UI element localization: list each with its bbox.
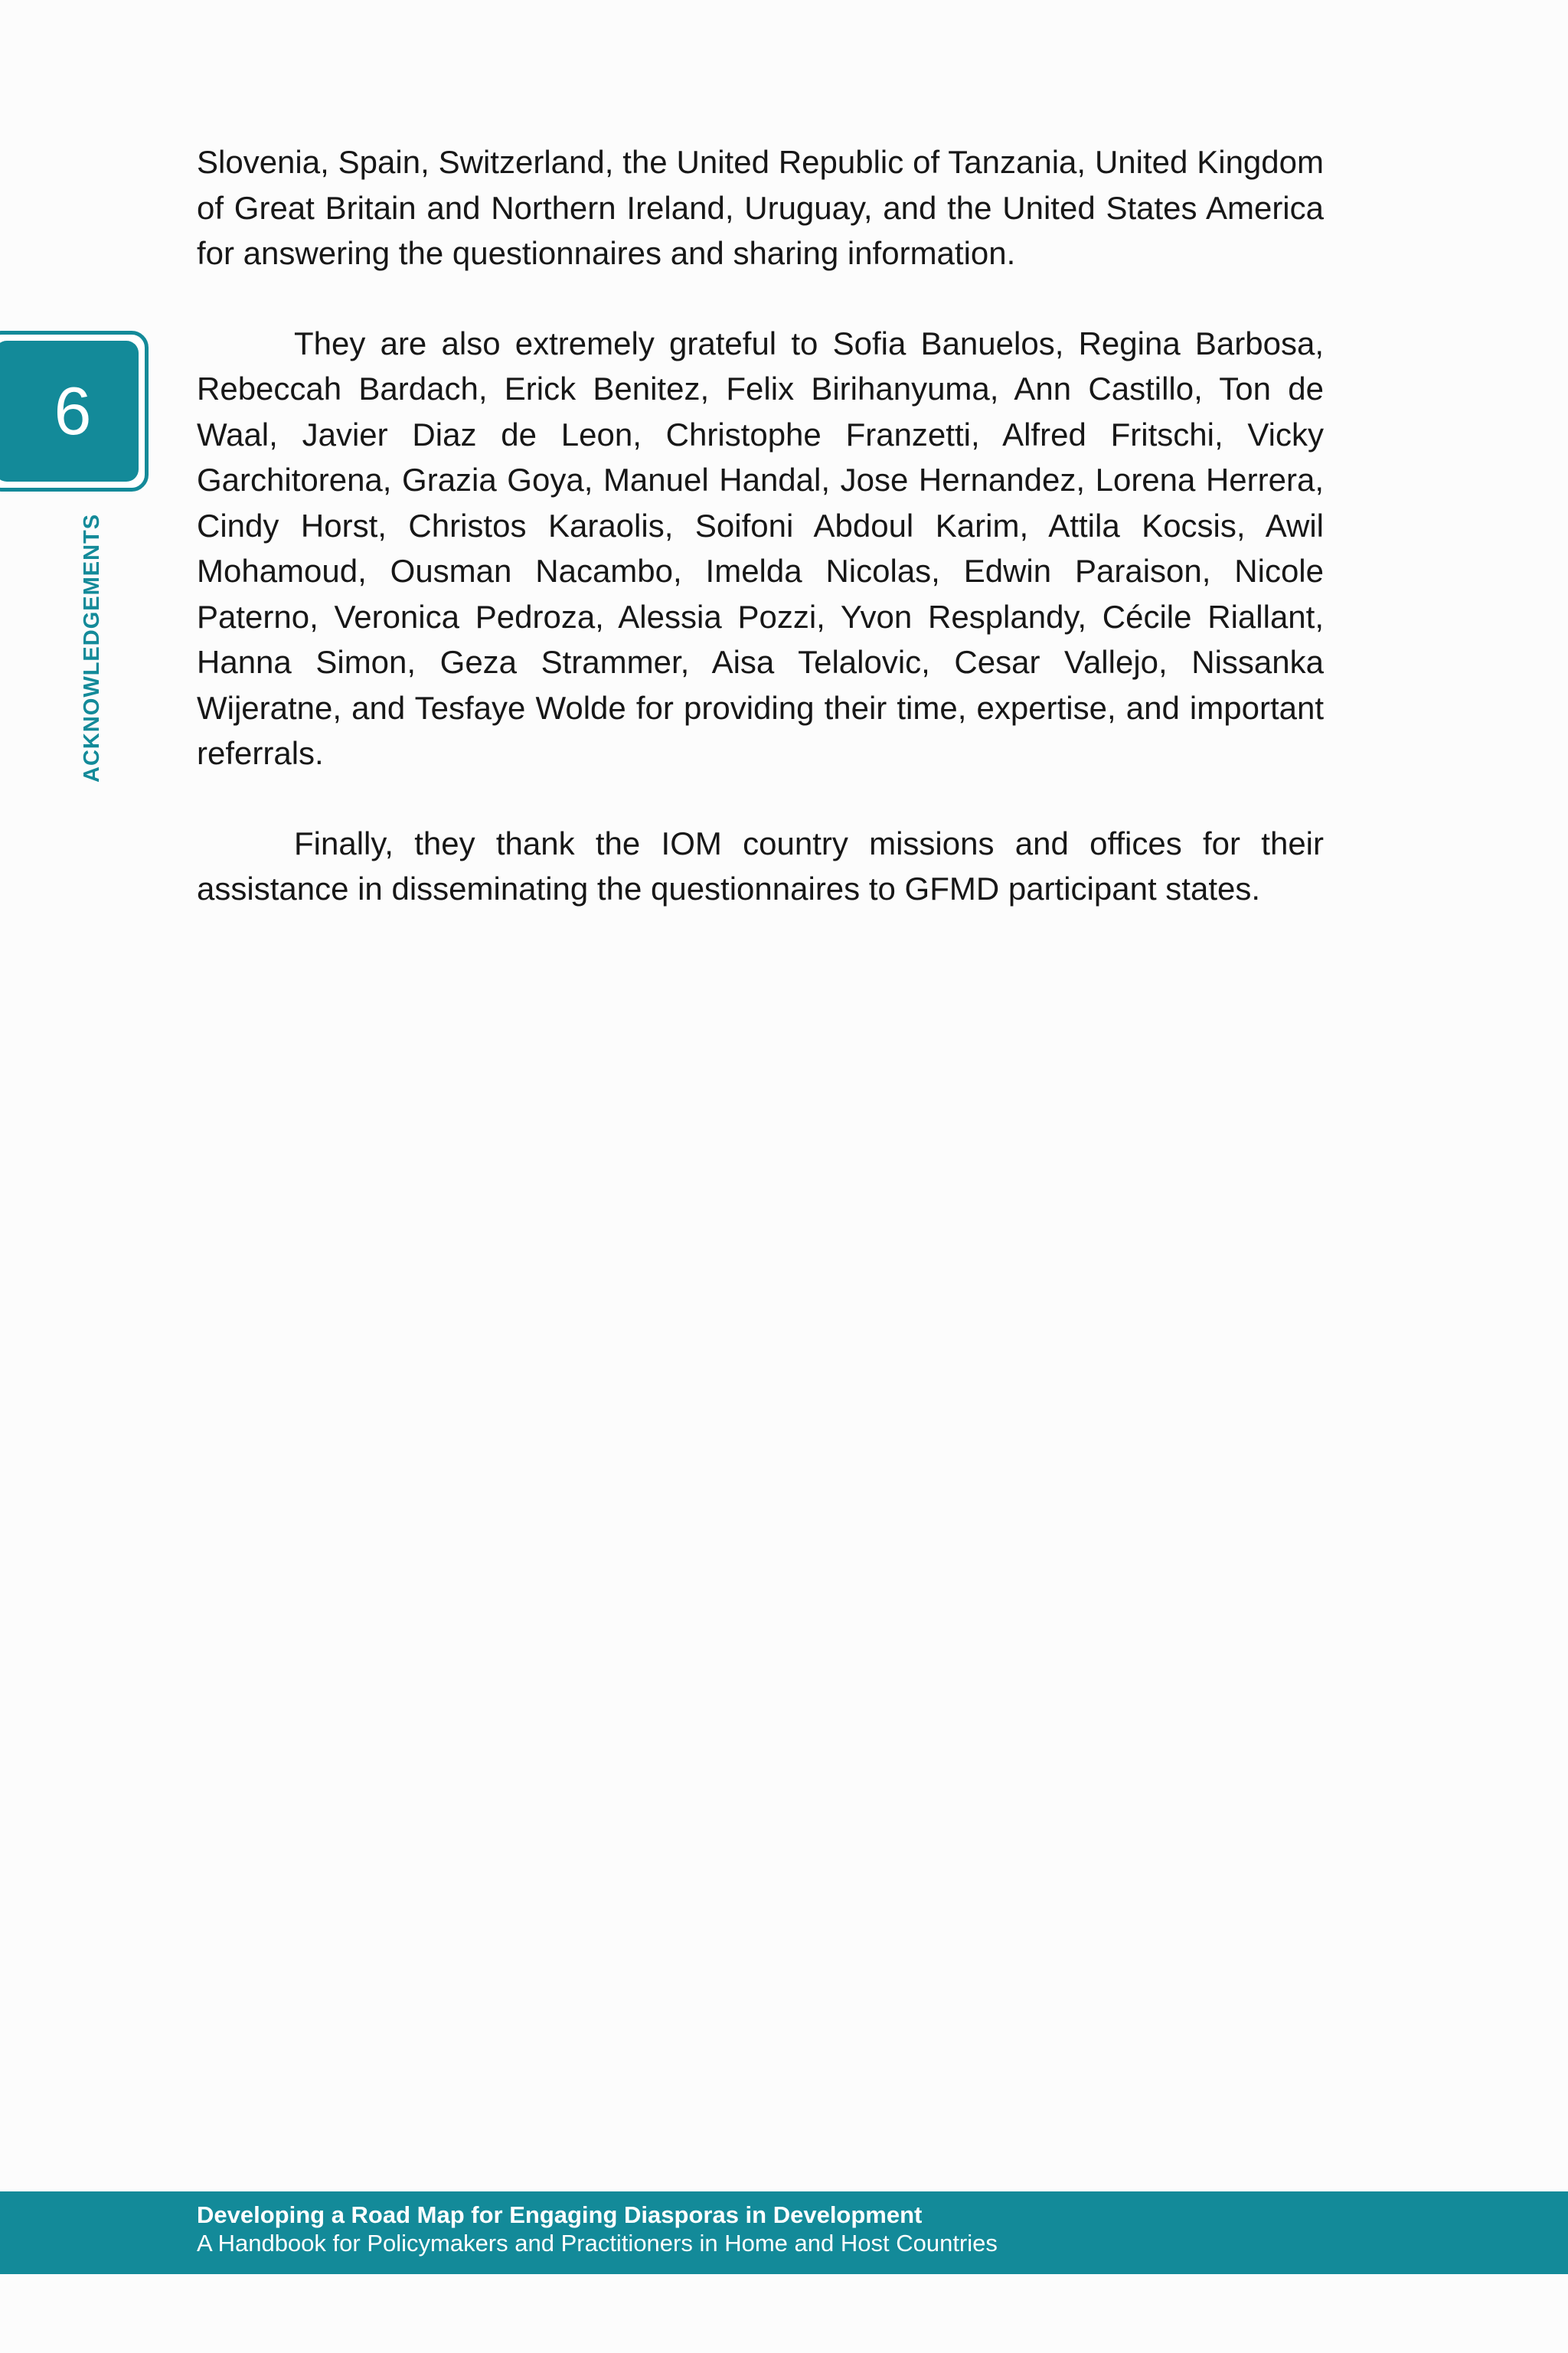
paragraph-2: They are also extremely grateful to Sofia Banuelos, Regina Barbosa, Rebeccah Bardach, Erick Benitez, Felix Birihanyuma, Ann Castillo, Ton de Waal, Javier Diaz de Leon, Christophe Franzetti, Alfred Fritschi, Vicky Garchitorena, Grazia Goya, Manuel Handal, Jose Hernandez, Lorena Herrera, Cindy Horst, Christos Karaolis, Soifoni Abdoul Karim, Attila Kocsis, Awil Mohamoud, Ousman Nacambo, Imelda Nicolas, Edwin Paraison, Nicole Paterno, Veronica Pedroza, Alessia Pozzi, Yvon Resplandy, Cécile Riallant, Hanna Simon, Geza Strammer, Aisa Telalovic, Cesar Vallejo, Nissanka Wijeratne, and Tesfaye Wolde for providing their time, expertise, and important referrals. <box>197 325 1324 771</box>
paragraph-1: Slovenia, Spain, Switzerland, the United Republic of Tanzania, United Kingdom of Great Britain and Northern Ireland, Uruguay, and the United States America for answering the questionnaires and sharing information. <box>197 144 1324 271</box>
chapter-tab <box>0 331 149 492</box>
footer-subtitle: A Handbook for Policymakers and Practitioners in Home and Host Countries <box>197 2230 998 2257</box>
chapter-number: 6 <box>54 373 92 449</box>
section-label: ACKNOWLEDGEMENTS <box>80 513 104 783</box>
main-content <box>197 139 1324 956</box>
chapter-tab-fill <box>0 341 139 482</box>
paragraph-3: Finally, they thank the IOM country missions and offices for their assistance in disseminating the questionnaires to GFMD participant states. <box>197 825 1324 907</box>
footer-title: Developing a Road Map for Engaging Diasporas in Development <box>197 2201 923 2228</box>
page-footer <box>0 2191 1568 2274</box>
